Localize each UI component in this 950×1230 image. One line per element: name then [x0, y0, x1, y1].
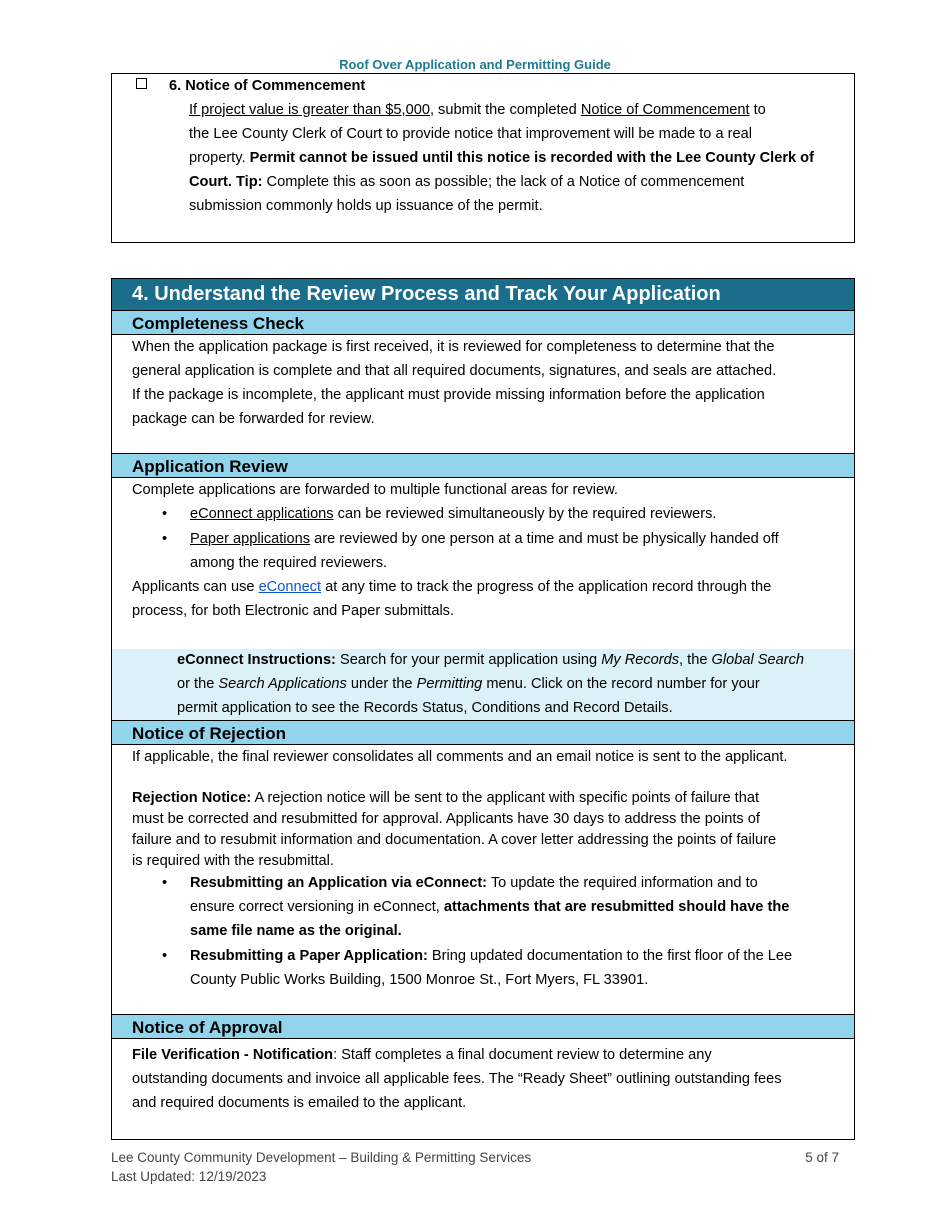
- file-verification-text: File Verification - Notification: Staff completes a final document review to determine any outstanding documents and invoice all applicable fees. The “Ready Sheet” outlining outstanding fees and required documents is emailed to the applicant.: [132, 1047, 782, 1111]
- document-header-title: Roof Over Application and Permitting Guide: [339, 57, 611, 72]
- bullet-resubmit-paper: Resubmitting a Paper Application: Bring updated documentation to the first floor of the Lee County Public Works Building, 1500 Monroe St., Fort Myers, FL 33901.: [190, 948, 793, 988]
- page-footer: [111, 1148, 855, 1186]
- step6-body: If project value is greater than $5,000, submit the completed Notice of Commencement to the Lee County Clerk of Court to provide notice that improvement will be made to a real property. Permit cannot be issued until this notice is recorded with the Lee County Clerk of Court. Tip: Complete this as soon as possible; the lack of a Notice of commencement submission commonly holds up issuance of the permit.: [189, 102, 814, 214]
- bullet-resubmit-econnect: Resubmitting an Application via eConnect: To update the required information and to ensure correct versioning in eConnect, attachments that are resubmitted should have the same file name as the original.: [190, 875, 790, 939]
- project-value-condition: If project value is greater than $5,000: [189, 102, 430, 118]
- completeness-check-body: When the application package is first received, it is reviewed for completeness to determine that the general application is complete and that all required documents, signatures, and seals are attached. If the package is incomplete, the applicant must provide missing information before the application package can be forwarded for review.: [132, 339, 777, 427]
- notice-of-commencement-ref: Notice of Commencement: [580, 102, 750, 118]
- rejection-intro: If applicable, the final reviewer consolidates all comments and an email notice is sent to the applicant.: [132, 749, 788, 765]
- track-application-text: Applicants can use eConnect at any time to track the progress of the application record through the process, for both Electronic and Paper submittals.: [132, 579, 772, 619]
- section4-title: 4. Understand the Review Process and Track Your Application: [112, 279, 854, 310]
- page-number: 5 of 7: [805, 1150, 839, 1165]
- econnect-link[interactable]: eConnect: [258, 579, 322, 595]
- step6-box: [111, 73, 855, 243]
- footer-org: Lee County Community Development – Building & Permitting Services: [111, 1150, 532, 1165]
- application-review-intro: Complete applications are forwarded to multiple functional areas for review.: [132, 482, 618, 498]
- application-review-heading: Application Review: [112, 453, 854, 478]
- notice-of-approval-heading: Notice of Approval: [112, 1014, 854, 1039]
- bullet-econnect-applications: eConnect applications can be reviewed simultaneously by the required reviewers.: [190, 506, 717, 522]
- footer-last-updated: Last Updated: 12/19/2023: [111, 1169, 267, 1184]
- notice-of-rejection-heading: Notice of Rejection: [112, 720, 854, 745]
- rejection-notice-text: Rejection Notice: A rejection notice will be sent to the applicant with specific points of failure that must be corrected and resubmitted for approval. Applicants have 30 days to address the points of failure and to resubmit information and documentation. A cover letter addressing the points of failure is required with the resubmittal.: [132, 790, 777, 869]
- section4-table: [111, 278, 855, 1140]
- bullet-icon: •: [162, 948, 168, 964]
- checkbox-icon[interactable]: [136, 78, 147, 89]
- bullet-icon: •: [162, 506, 168, 522]
- bullet-icon: •: [162, 875, 168, 891]
- completeness-check-heading: Completeness Check: [112, 310, 854, 335]
- econnect-instructions-text: eConnect Instructions: Search for your permit application using My Records, the Global Search or the Search Applications under the Permitting menu. Click on the record number for your permit application to see the Records Status, Conditions and Record Details.: [177, 652, 804, 716]
- step6-title: 6. Notice of Commencement: [169, 78, 366, 94]
- bullet-icon: •: [162, 531, 168, 547]
- bullet-paper-applications: Paper applications are reviewed by one person at a time and must be physically handed off among the required reviewers.: [190, 531, 779, 571]
